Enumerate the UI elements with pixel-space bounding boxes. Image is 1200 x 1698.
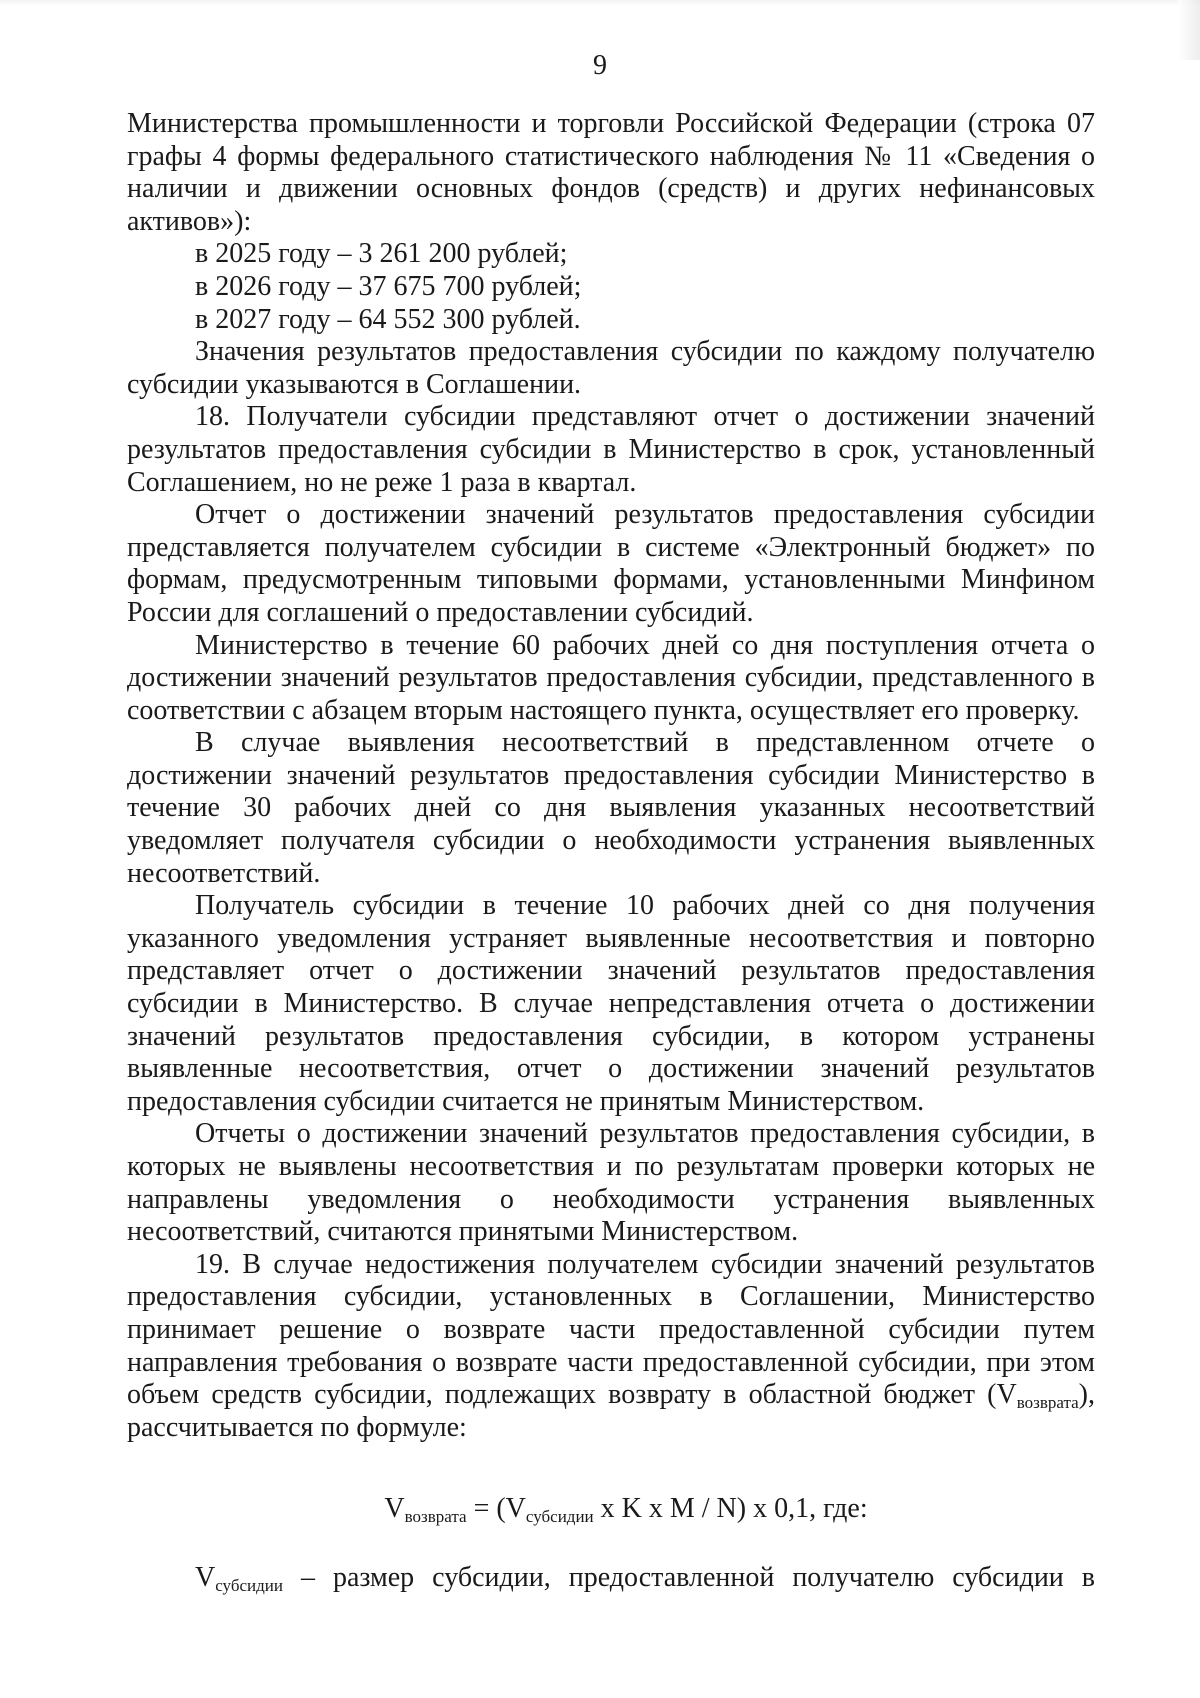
paragraph-19-text: 19. В случае недостижения получателем субсидии значений результатов предоставления субсидии, установленных в Соглашении, Министерство принимает решение о возврате части предоставленной субсидии путем направления требования о возврате части предоставленной субсидии, при этом объем средств субсидии, подлежащих возврату в областной бюджет (V <box>127 1248 1095 1411</box>
paragraph-ministry-check: Министерство в течение 60 рабочих дней со дня поступления отчета о достижении значений результатов предоставления субсидии, представленного в соответствии с абзацем вторым настоящего пункта, осуществляет его проверку. <box>127 629 1095 726</box>
year-value-2025: в 2025 году – 3 261 200 рублей; <box>195 238 568 270</box>
formula-rhs-subscript: субсидии <box>525 1507 594 1527</box>
definition-symbol: V <box>195 1562 216 1594</box>
paragraph-recipient-correction: Получатель субсидии в течение 10 рабочих дней со дня получения указанного уведомления устраняет выявленные несоответствия и повторно представляет отчет о достижении значений результатов предоставления субсидии в Министерство. В случае непредставления отчета о достижении значений результатов предоставления субсидии, в котором устранены выявленные несоответствия, отчет о достижении значений результатов предоставления субсидии считается не принятым Министерством. <box>127 890 1095 1117</box>
formula-lhs-symbol: V <box>384 1493 405 1525</box>
definition-text: – размер субсидии, предоставленной получателю субсидии в <box>282 1562 1095 1594</box>
paragraph-18: 18. Получатели субсидии представляют отчет о достижении значений результатов предоставления субсидии в Министерство в срок, установленный Соглашением, но не реже 1 раза в квартал. <box>127 401 1095 498</box>
formula-rhs-rest: x K x M / N) x 0,1, где: <box>593 1493 868 1525</box>
formula-lhs-subscript: возврата <box>404 1507 467 1527</box>
return-formula <box>127 1492 1095 1526</box>
definition-v-subsidy <box>127 1562 1095 1595</box>
paragraph-inconsistencies: В случае выявления несоответствий в представленном отчете о достижении значений результатов предоставления субсидии Министерство в течение 30 рабочих дней со дня выявления указанных несоответствий уведомляет получателя субсидии о необходимости устранения выявленных несоответствий. <box>127 727 1095 889</box>
paragraph-results-values: Значения результатов предоставления субсидии по каждому получателю субсидии указываются в Соглашении. <box>127 336 1095 400</box>
paragraph-19 <box>127 1249 1095 1445</box>
page-number: 9 <box>593 50 607 81</box>
document-body <box>127 108 1095 1595</box>
year-value-2027: в 2027 году – 64 552 300 рублей. <box>195 303 581 335</box>
paragraph-19-subscript: возврата <box>1016 1393 1079 1413</box>
scan-shadow-top <box>0 0 1200 6</box>
paragraph-19-tail: ), рассчитывается по формуле: <box>127 1379 1095 1443</box>
paragraph-report-system: Отчет о достижении значений результатов предоставления субсидии представляется получателем субсидии в системе «Электронный бюджет» по формам, предусмотренным типовыми формами, установленными Минфином России для соглашений о предоставлении субсидий. <box>127 499 1095 628</box>
intro-paragraph: Министерства промышленности и торговли Российской Федерации (строка 07 графы 4 формы федерального статистического наблюдения № 11 «Сведения о наличии и движении основных фондов (средств) и других нефинансовых активов»): <box>127 108 1095 237</box>
year-value-2026: в 2026 году – 37 675 700 рублей; <box>195 270 582 302</box>
paragraph-accepted-reports: Отчеты о достижении значений результатов предоставления субсидии, в которых не выявлены несоответствия и по результатам проверки которых не направлены уведомления о необходимости устранения выявленных несоответствий, считаются принятыми Министерством. <box>127 1118 1095 1248</box>
definition-subscript: субсидии <box>215 1576 283 1596</box>
formula-eq-open: = (V <box>466 1493 526 1525</box>
